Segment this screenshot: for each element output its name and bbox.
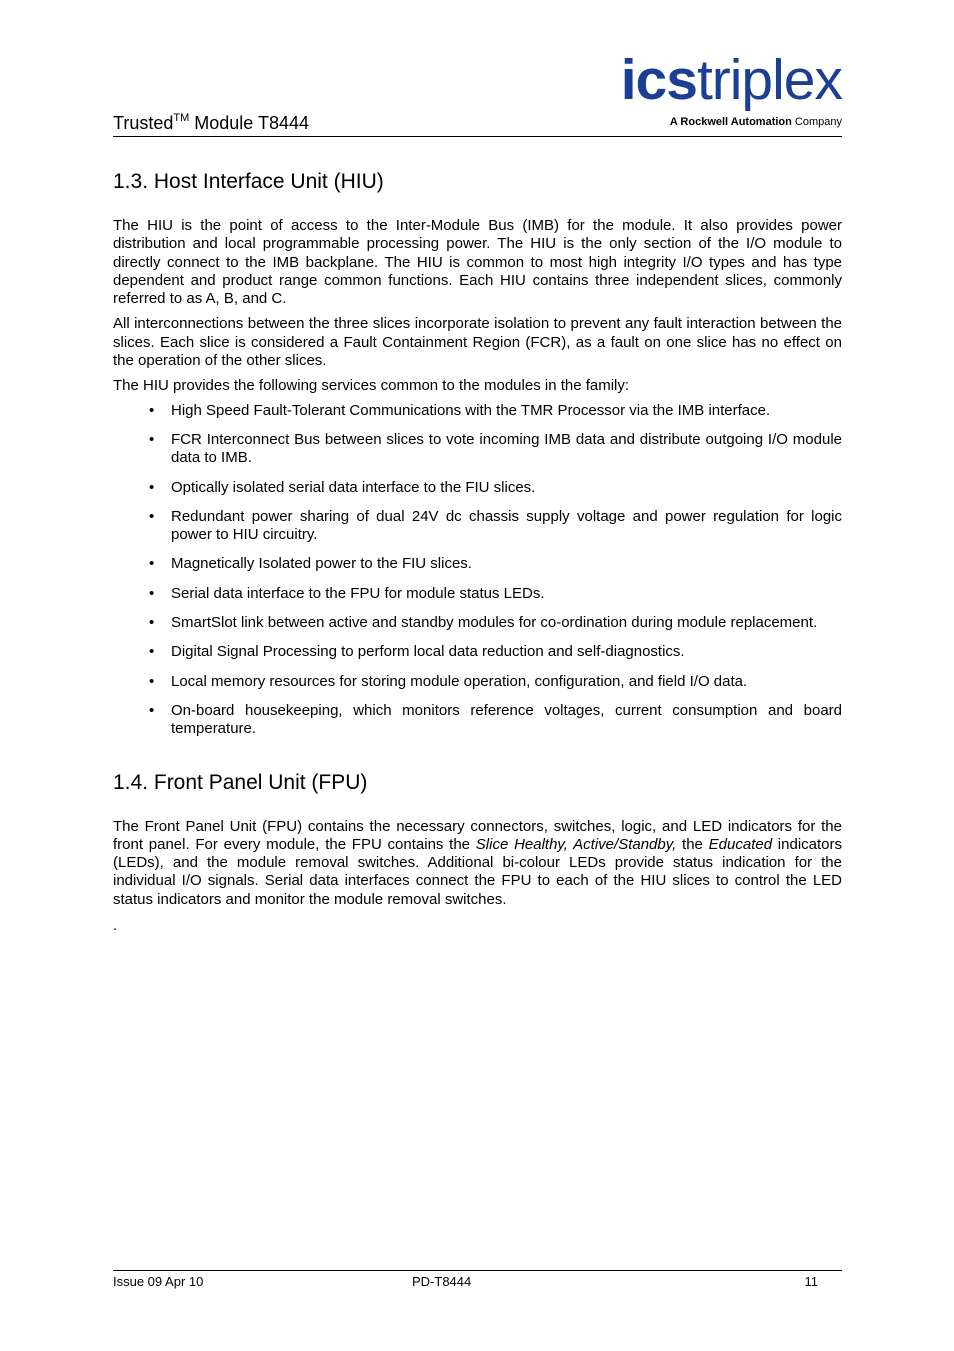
page-header <box>113 48 842 137</box>
footer-doc-id: PD-T8444 <box>412 1274 472 1289</box>
list-item-text: • Serial data interface to the FPU for module status LEDs. <box>171 584 545 602</box>
list-item <box>113 402 842 420</box>
list-item <box>113 585 842 603</box>
trailing-period: . <box>113 917 118 935</box>
hiu-paragraph-1: The HIU is the point of access to the Inter-Module Bus (IMB) for the module. It also provides power distribution and local programmable processing power. The HIU is the only section of the I/O module to directly connect to the IMB backplane. The HIU is common to most high integrity I/O types and has type dependent and product range common functions. Each HIU contains three independent slices, commonly referred to as A, B, and C. <box>113 217 842 308</box>
list-item <box>113 643 842 661</box>
title-prefix: Trusted <box>113 113 174 133</box>
hiu-paragraph-2: All interconnections between the three slices incorporate isolation to prevent any fault interaction between the slices. Each slice is considered a Fault Containment Region (FCR), as a fault on one slice has no effect on the operation of the other slices. <box>113 315 842 370</box>
logo-tagline <box>670 116 842 128</box>
list-item <box>113 431 842 468</box>
page-content <box>113 168 842 935</box>
logo-triplex: triplex <box>696 48 842 112</box>
trademark-sup: TM <box>173 112 190 124</box>
hiu-paragraph-3: The HIU provides the following services common to the modules in the family: <box>113 377 630 395</box>
fpu-text-b: the <box>676 835 709 853</box>
logo-wordmark <box>620 48 842 112</box>
list-item-text: • High Speed Fault-Tolerant Communications with the TMR Processor via the IMB interface. <box>171 401 771 419</box>
footer-issue: Issue 09 Apr 10 <box>113 1274 204 1289</box>
company-logo <box>602 48 842 134</box>
fpu-paragraph <box>113 818 842 909</box>
list-item-text: • Digital Signal Processing to perform local data reduction and self-diagnostics. <box>171 643 685 661</box>
hiu-services-list <box>113 402 842 739</box>
list-item-text: • Local memory resources for storing module operation, configuration, and field I/O data. <box>171 672 748 690</box>
logo-tag-bold: A Rockwell Automation <box>669 116 792 128</box>
section-heading-fpu: 1.4. Front Panel Unit (FPU) <box>113 770 368 794</box>
document-title <box>113 112 309 134</box>
list-item-text: • On-board housekeeping, which monitors reference voltages, current consumption and board temperature. <box>171 701 842 738</box>
logo-ics: ics <box>620 48 697 112</box>
logo-tag-company: Company <box>791 116 842 128</box>
list-item-text: • Redundant power sharing of dual 24V dc chassis supply voltage and power regulation for logic power to HIU circuitry. <box>171 507 842 544</box>
fpu-italic-educated: Educated <box>708 835 773 853</box>
list-item-text: • Optically isolated serial data interface to the FIU slices. <box>171 478 536 496</box>
list-item <box>113 508 842 545</box>
footer-page-number: 11 <box>804 1274 818 1289</box>
list-item <box>113 614 842 632</box>
title-suffix: Module T8444 <box>189 113 310 133</box>
list-item <box>113 673 842 691</box>
section-heading-hiu: 1.3. Host Interface Unit (HIU) <box>113 170 384 193</box>
list-item <box>113 555 842 573</box>
list-item <box>113 479 842 497</box>
fpu-italic-indicators: Slice Healthy, Active/Standby, <box>475 835 677 853</box>
fpu-text-a: The Front Panel Unit (FPU) contains the necessary connectors, switches, logic, and LED indicators for the front panel. For every module, the FPU contains the <box>113 817 842 853</box>
page-footer <box>113 1270 842 1293</box>
fpu-text-c: indicators (LEDs), and the module removal switches. Additional bi-colour LEDs provide status indication for the individual I/O signals. Serial data interfaces connect the FPU to each of the HIU slices to control the LED status indicators and monitor the module removal switches. <box>113 835 842 908</box>
list-item-text: • FCR Interconnect Bus between slices to vote incoming IMB data and distribute outgoing I/O module data to IMB. <box>171 430 842 467</box>
list-item-text: • Magnetically Isolated power to the FIU slices. <box>171 555 472 573</box>
list-item-text: • SmartSlot link between active and standby modules for co-ordination during module replacement. <box>171 614 818 632</box>
list-item <box>113 702 842 739</box>
